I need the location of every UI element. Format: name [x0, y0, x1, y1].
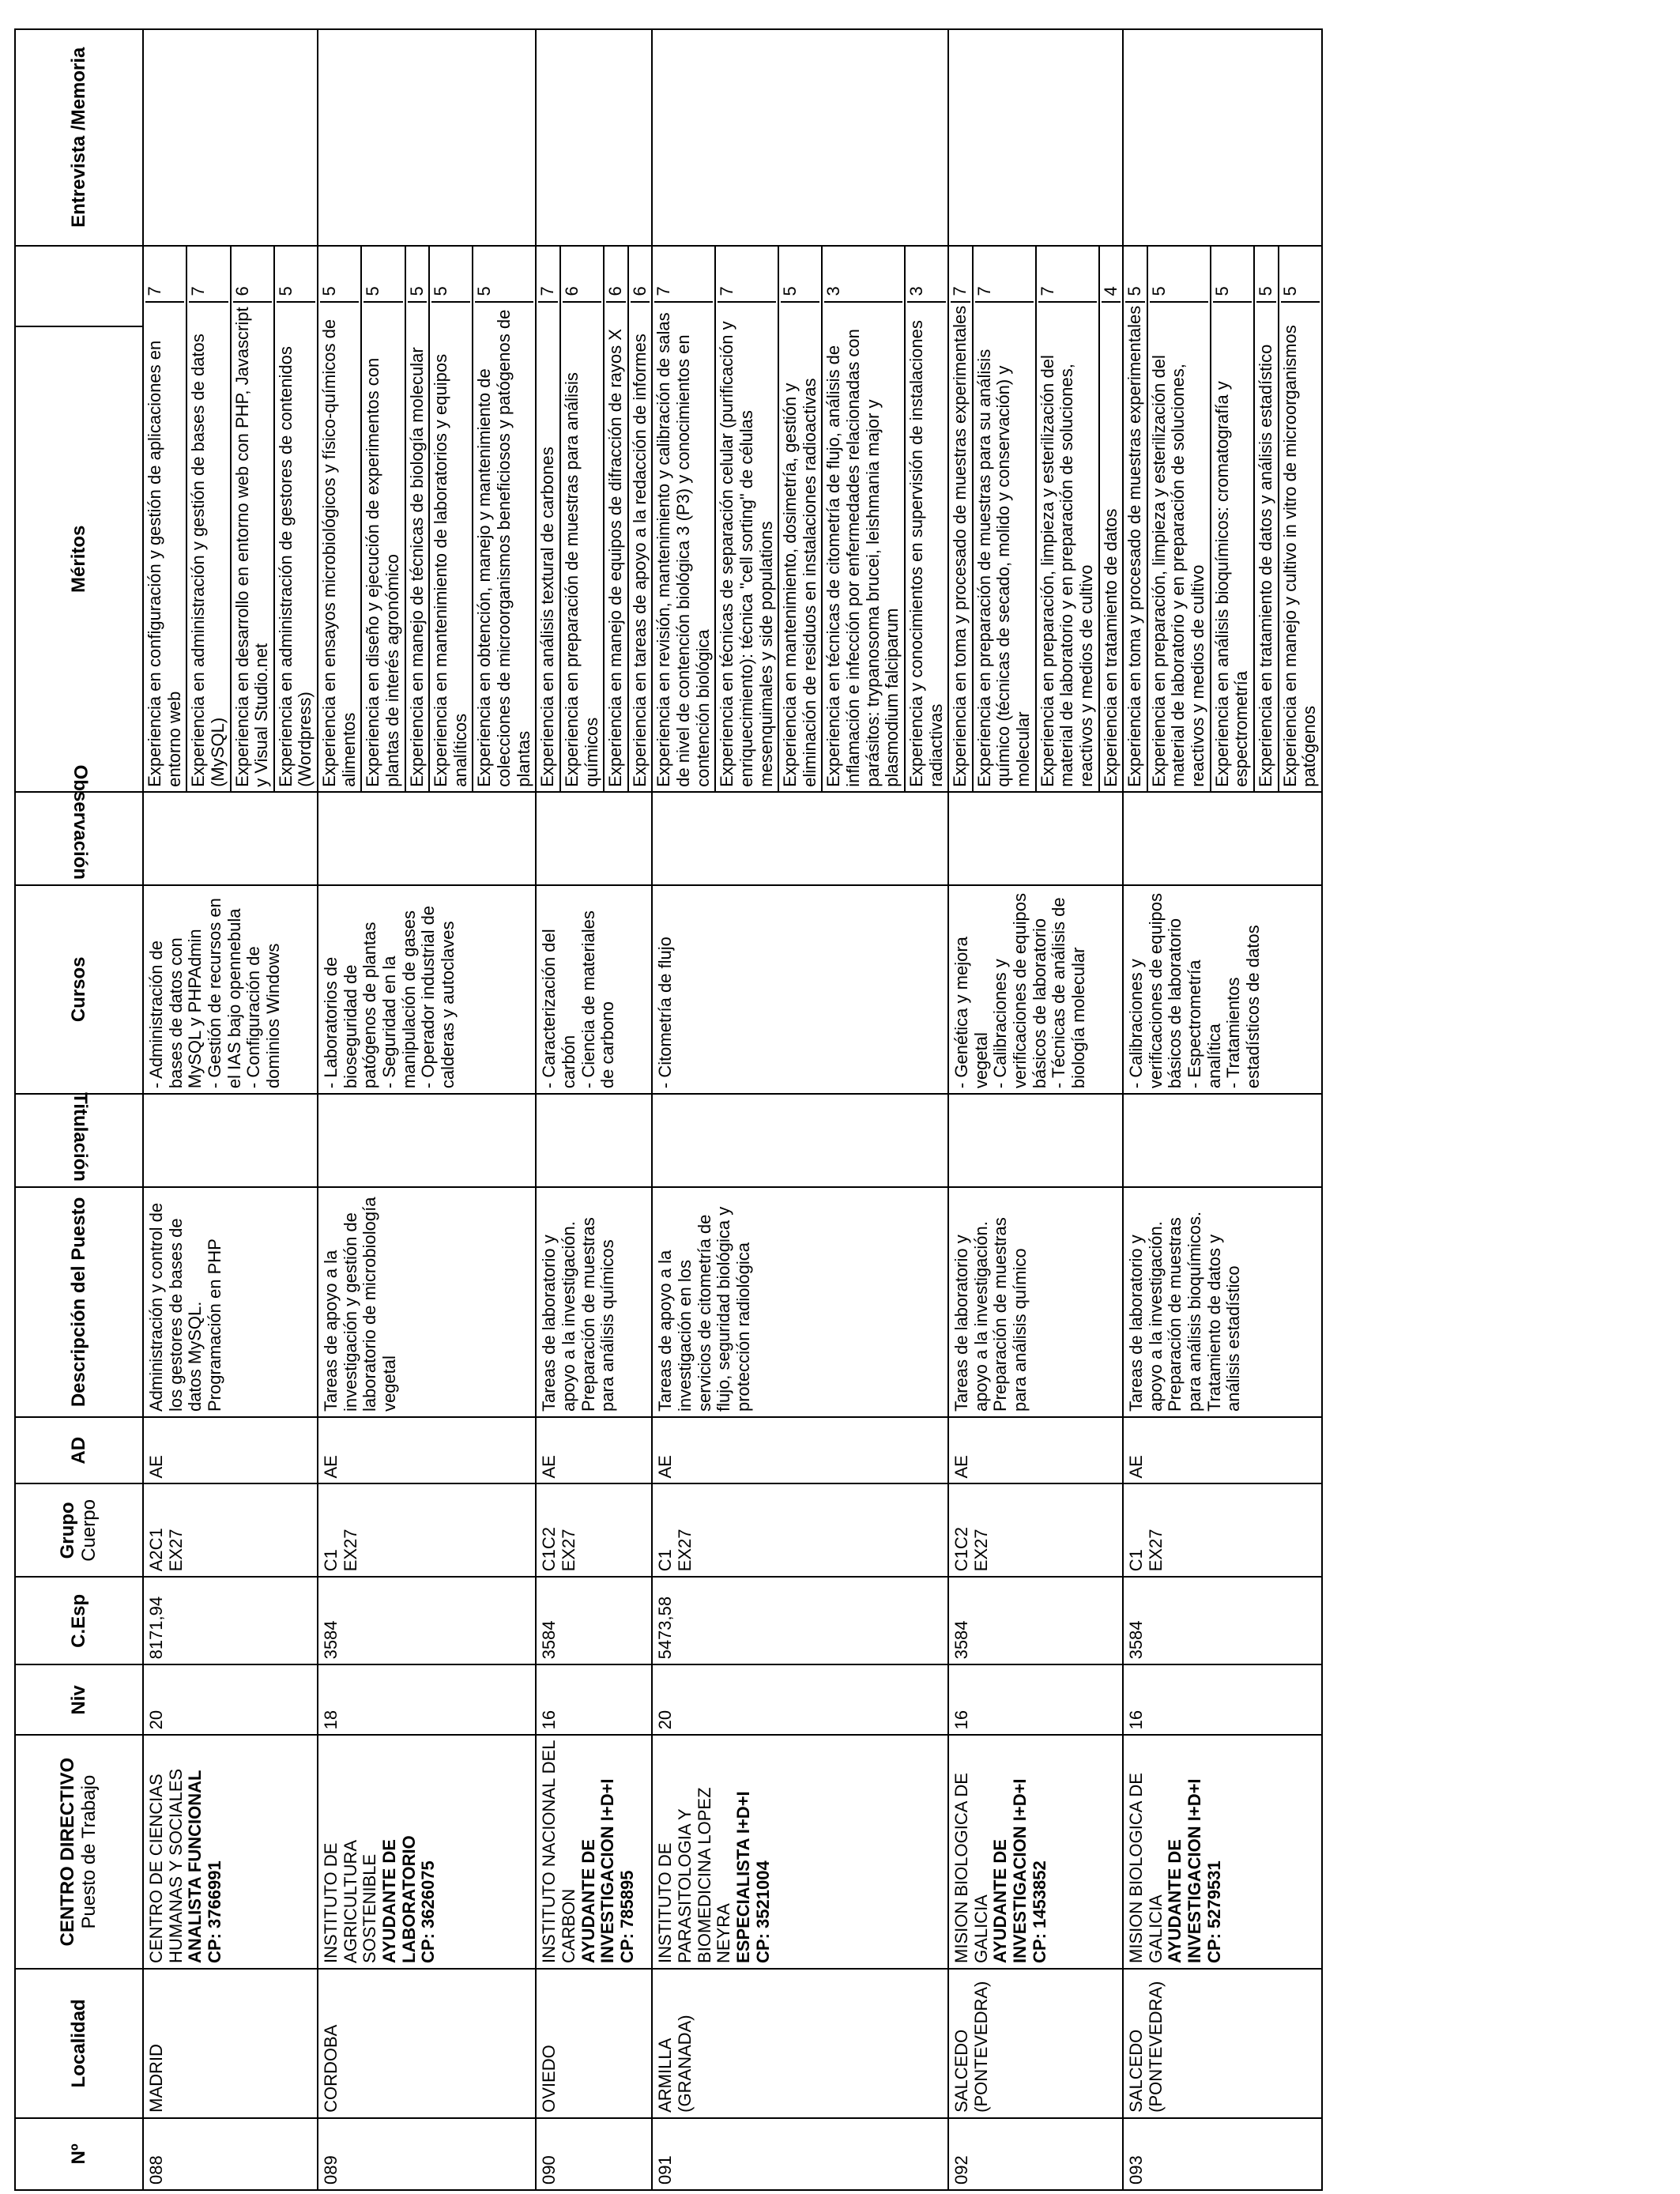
cell-titulacion: [1123, 1094, 1322, 1187]
merito-points: 5: [1256, 251, 1276, 303]
cell-num: 089: [318, 2118, 536, 2190]
cell-num: 093: [1123, 2118, 1322, 2190]
curso-item: - Laboratorios de bioseguridad de patógenos de plantas: [321, 922, 380, 1089]
cell-meritos: [143, 246, 318, 792]
merito-points: 4: [1102, 251, 1121, 303]
cell-titulacion: [652, 1094, 948, 1187]
merito-text: Experiencia en manejo de equipos de difracción de rayos X: [605, 329, 626, 787]
merito-text: Experiencia en tratamiento de datos: [1100, 508, 1121, 787]
table-row: [143, 29, 318, 2190]
merito-item: [906, 247, 947, 791]
merito-points: 7: [654, 251, 713, 303]
cell-grupo: [1123, 1484, 1322, 1578]
cell-niv: 20: [143, 1664, 318, 1735]
merito-text: Experiencia en toma y procesado de muestras experimentales: [1124, 305, 1145, 787]
meritos-list: [653, 247, 947, 791]
curso-item: - Tratamientos estadísticos de datos: [1223, 925, 1263, 1089]
cell-localidad: SALCEDO (PONTEVEDRA): [948, 1969, 1123, 2118]
merito-item: [561, 247, 605, 791]
merito-points: 5: [1281, 251, 1320, 303]
merito-points: 3: [907, 251, 946, 303]
merito-points: 7: [1038, 251, 1097, 303]
puesto-name: AYUDANTE DE INVESTIGACION I+D+I: [990, 1778, 1030, 1963]
merito-points: 5: [408, 251, 428, 303]
cp-code: CP: 5279531: [1203, 1860, 1224, 1963]
merito-text: Experiencia en mantenimiento, dosimetría, gestión y eliminación de residuos en instalaciones radioactivas: [780, 378, 819, 787]
table-row: [652, 29, 948, 2190]
centro-name: INSTITUTO DE AGRICULTURA SOSTENIBLE: [321, 1841, 380, 1963]
merito-text: Experiencia en ensayos microbiológicos y físico-químicos de alimentos: [319, 319, 359, 787]
curso-item: - Calibraciones y verificaciones de equipos básicos de laboratorio: [990, 893, 1049, 1089]
cell-num: 088: [143, 2118, 318, 2190]
meritos-list: [1124, 247, 1321, 791]
curso-item: - Técnicas de análisis de biología molecular: [1049, 897, 1088, 1089]
header-observacion: [15, 764, 143, 885]
merito-item: [1279, 247, 1321, 791]
merito-points: 6: [631, 251, 650, 303]
centro-name: MISION BIOLOGICA DE GALICIA: [951, 1773, 991, 1963]
header-grupo-title: Grupo: [57, 1502, 79, 1559]
curso-item: - Ciencia de materiales de carbono: [578, 910, 618, 1089]
puesto-name: AYUDANTE DE LABORATORIO: [379, 1835, 419, 1963]
merito-item: [1124, 247, 1148, 791]
header-grupo: [15, 1484, 143, 1578]
cuerpo-value: EX27: [1145, 1529, 1166, 1572]
cell-cesp: 3584: [318, 1577, 536, 1664]
merito-text: Experiencia en obtención, manejo y mantenimiento de colecciones de microorganismos beneficiosos y patógenos de plantas: [474, 309, 533, 787]
header-ad: AD: [15, 1417, 143, 1483]
cell-entrevista: [948, 29, 1123, 246]
cell-cursos: [1123, 885, 1322, 1095]
cell-cursos: [143, 885, 318, 1095]
cell-localidad: ARMILLA (GRANADA): [652, 1969, 948, 2118]
cell-meritos: [652, 246, 948, 792]
merito-item: [318, 247, 362, 791]
merito-text: Experiencia en preparación, limpieza y esterilización del material de laboratorio y en preparación de soluciones, reactivos y medios de cultivo: [1148, 355, 1207, 787]
merito-item: [1255, 247, 1279, 791]
job-positions-table: [14, 28, 1323, 2191]
grupo-value: C1: [1126, 1549, 1147, 1572]
cell-ad: AE: [318, 1417, 536, 1483]
meritos-list: [537, 247, 651, 791]
centro-name: INSTITUTO DE PARASITOLOGIA Y BIOMEDICINA LOPEZ NEYRA: [655, 1787, 734, 1963]
merito-points: 5: [1125, 251, 1145, 303]
header-cuerpo: Cuerpo: [78, 1499, 100, 1562]
grupo-value: C1: [321, 1549, 341, 1572]
merito-text: Experiencia en análisis bioquímicos: cromatografía y espectrometría: [1211, 381, 1252, 787]
header-entrevista: Entrevista /Memoria: [15, 29, 143, 246]
puesto-name: AYUDANTE DE INVESTIGACION I+D+I: [578, 1778, 618, 1963]
cell-cesp: 3584: [1123, 1577, 1322, 1664]
cell-entrevista: [318, 29, 536, 246]
grupo-value: C1C2: [539, 1527, 559, 1572]
cuerpo-value: EX27: [970, 1529, 991, 1572]
merito-text: Experiencia en toma y procesado de muestras experimentales: [950, 305, 970, 787]
curso-item: - Operador industrial de calderas y autoclaves: [418, 905, 458, 1089]
merito-text: Experiencia en técnicas de citometría de flujo, análisis de inflamación e infección por enfermedades relacionadas con parásitos: trypanosoma brucei, leishmania major y plasmodium falciparum: [823, 329, 902, 787]
cell-centro: [1123, 1735, 1322, 1969]
cell-niv: 18: [318, 1664, 536, 1735]
cell-centro: [652, 1735, 948, 1969]
merito-text: Experiencia en análisis textural de carbones: [537, 447, 558, 787]
header-meritos: Méritos: [15, 326, 143, 792]
merito-points: 6: [563, 251, 601, 303]
cell-localidad: MADRID: [143, 1969, 318, 2118]
puesto-name: AYUDANTE DE INVESTIGACION I+D+I: [1165, 1778, 1204, 1963]
merito-item: [430, 247, 473, 791]
merito-points: 7: [718, 251, 776, 303]
merito-text: Experiencia en revisión, mantenimiento y calibración de salas de nivel de contención biológica 3 (P3) y conocimientos en contención biológica: [654, 312, 713, 787]
curso-item: - Espectrometría analítica: [1185, 959, 1224, 1089]
merito-text: Experiencia en manejo de técnicas de biología molecular: [406, 347, 427, 787]
cell-meritos: [318, 246, 536, 792]
cell-num: 090: [536, 2118, 652, 2190]
merito-item: [823, 247, 906, 791]
cell-num: 092: [948, 2118, 1123, 2190]
cell-grupo: [318, 1484, 536, 1578]
cell-observacion: [652, 792, 948, 885]
cell-titulacion: [948, 1094, 1123, 1187]
curso-item: - Genética y mejora vegetal: [951, 937, 991, 1089]
cell-centro: [143, 1735, 318, 1969]
cell-descripcion: Tareas de laboratorio y apoyo a la investigación. Preparación de muestras para análisis bioquímicos. Tratamiento de datos y análisis estadístico: [1123, 1187, 1322, 1417]
merito-text: Experiencia en preparación de muestras para análisis químicos: [561, 372, 601, 787]
merito-points: 5: [277, 251, 315, 303]
cell-cesp: 8171,94: [143, 1577, 318, 1664]
merito-text: Experiencia en mantenimiento de laboratorios y equipos analíticos: [431, 353, 470, 787]
puesto-name: ANALISTA FUNCIONAL: [185, 1770, 205, 1963]
cp-code: CP: 3521004: [752, 1860, 773, 1963]
cell-num: 091: [652, 2118, 948, 2190]
merito-points: 7: [189, 251, 228, 303]
table-body: [143, 29, 1322, 2190]
header-row: [15, 29, 143, 2190]
cell-ad: AE: [948, 1417, 1123, 1483]
merito-item: [779, 247, 823, 791]
cell-cursos: [652, 885, 948, 1095]
merito-points: 5: [431, 251, 470, 303]
merito-item: [232, 247, 275, 791]
merito-item: [716, 247, 779, 791]
merito-points: 5: [1213, 251, 1252, 303]
header-titulacion: [15, 1091, 143, 1187]
cell-observacion: [318, 792, 536, 885]
merito-text: Experiencia en configuración y gestión de aplicaciones en entorno web: [145, 340, 184, 787]
cell-cursos: [318, 885, 536, 1095]
merito-text: Experiencia en tratamiento de datos y análisis estadístico: [1255, 344, 1275, 787]
merito-points: 5: [363, 251, 402, 303]
cell-niv: 16: [948, 1664, 1123, 1735]
cell-grupo: [536, 1484, 652, 1578]
merito-item: [1148, 247, 1211, 791]
header-niv: Niv: [15, 1664, 143, 1735]
header-merit-points: [15, 246, 143, 326]
cell-descripcion: Tareas de apoyo a la investigación en los servicios de citometría de flujo, seguridad biológica y protección radiológica: [652, 1187, 948, 1417]
curso-item: - Gestión de recursos en el IAS bajo opennebula: [204, 898, 244, 1089]
merito-item: [275, 247, 317, 791]
merito-item: [473, 247, 535, 791]
merito-points: 5: [475, 251, 533, 303]
merito-item: [629, 247, 652, 791]
centro-name: MISION BIOLOGICA DE GALICIA: [1126, 1773, 1166, 1963]
merito-text: Experiencia y conocimientos en supervisión de instalaciones radiactivas: [906, 320, 946, 787]
table-row: [948, 29, 1123, 2190]
merito-item: [653, 247, 716, 791]
cell-titulacion: [143, 1094, 318, 1187]
cell-centro: [318, 1735, 536, 1969]
merito-points: 7: [951, 251, 970, 303]
cell-observacion: [948, 792, 1123, 885]
cell-entrevista: [536, 29, 652, 246]
cell-grupo: [652, 1484, 948, 1578]
merito-item: [1211, 247, 1255, 791]
cell-niv: 16: [536, 1664, 652, 1735]
puesto-name: ESPECIALISTA I+D+I: [733, 1791, 753, 1963]
cell-niv: 20: [652, 1664, 948, 1735]
grupo-value: C1C2: [951, 1527, 972, 1572]
merito-points: 6: [233, 251, 272, 303]
cell-cursos: [536, 885, 652, 1095]
cell-cursos: [948, 885, 1123, 1095]
centro-name: CENTRO DE CIENCIAS HUMANAS Y SOCIALES: [146, 1768, 186, 1963]
merito-text: Experiencia en administración y gestión de bases de datos (MySQL): [188, 334, 228, 787]
merito-text: Experiencia en administración de gestores de contenidos (Wordpress): [275, 346, 315, 787]
table-row: [1123, 29, 1322, 2190]
cell-cesp: 3584: [536, 1577, 652, 1664]
cell-observacion: [143, 792, 318, 885]
merito-text: Experiencia en tareas de apoyo a la redacción de informes: [629, 334, 650, 787]
merito-points: 5: [781, 251, 819, 303]
table-row: [318, 29, 536, 2190]
cell-ad: AE: [536, 1417, 652, 1483]
merito-points: 7: [975, 251, 1034, 303]
meritos-list: [949, 247, 1122, 791]
cell-localidad: CORDOBA: [318, 1969, 536, 2118]
merito-item: [537, 247, 561, 791]
cell-ad: AE: [143, 1417, 318, 1483]
cell-ad: AE: [1123, 1417, 1322, 1483]
cell-ad: AE: [652, 1417, 948, 1483]
merito-points: 3: [824, 251, 902, 303]
cell-descripcion: Administración y control de los gestores de bases de datos MySQL. Programación en PHP: [143, 1187, 318, 1417]
cell-centro: [536, 1735, 652, 1969]
cell-entrevista: [143, 29, 318, 246]
header-puesto: Puesto de Trabajo: [78, 1774, 100, 1929]
merito-item: [949, 247, 974, 791]
merito-points: 7: [538, 251, 558, 303]
cell-cesp: 3584: [948, 1577, 1123, 1664]
merito-text: Experiencia en preparación de muestras para su análisis químico (técnicas de secado, molido y conservación) y molecular: [974, 349, 1033, 787]
meritos-list: [144, 247, 317, 791]
merito-text: Experiencia en técnicas de separación celular (purificación y enriquecimiento): técnica "cell sorting" de células mesenquimales y side populations: [717, 321, 776, 787]
cell-grupo: [948, 1484, 1123, 1578]
cell-cesp: 5473,58: [652, 1577, 948, 1664]
header-num: Nº: [15, 2118, 143, 2190]
header-cursos: Cursos: [15, 885, 143, 1095]
merito-item: [187, 247, 231, 791]
grupo-value: C1: [655, 1549, 676, 1572]
cuerpo-value: EX27: [675, 1529, 695, 1572]
curso-item: - Seguridad en la manipulación de gases: [379, 910, 419, 1089]
rotated-page: [8, 0, 1680, 2194]
curso-item: - Citometría de flujo: [655, 937, 676, 1089]
curso-item: - Configuración de dominios Windows: [243, 943, 283, 1089]
cp-code: CP: 3626075: [418, 1860, 439, 1963]
cell-localidad: OVIEDO: [536, 1969, 652, 2118]
cell-localidad: SALCEDO (PONTEVEDRA): [1123, 1969, 1322, 2118]
curso-item: - Administración de bases de datos con MySQL y PHPAdmin: [146, 929, 205, 1089]
cell-descripcion: Tareas de laboratorio y apoyo a la investigación. Preparación de muestras para análisis químicos: [536, 1187, 652, 1417]
merito-text: Experiencia en preparación, limpieza y esterilización del material de laboratorio y en preparación de soluciones, reactivos y medios de cultivo: [1037, 355, 1096, 787]
merito-item: [605, 247, 629, 791]
cell-grupo: [143, 1484, 318, 1578]
cell-descripcion: Tareas de laboratorio y apoyo a la investigación. Preparación de muestras para análisis químico: [948, 1187, 1123, 1417]
cell-entrevista: [652, 29, 948, 246]
grupo-value: A2C1: [146, 1528, 166, 1572]
meritos-list: [318, 247, 535, 791]
curso-item: - Caracterización del carbón: [539, 929, 578, 1089]
cell-titulacion: [318, 1094, 536, 1187]
merito-item: [1037, 247, 1100, 791]
cell-titulacion: [536, 1094, 652, 1187]
header-centro: [15, 1735, 143, 1969]
cuerpo-value: EX27: [558, 1529, 578, 1572]
merito-text: Experiencia en diseño y ejecución de experimentos con plantas de interés agronómico: [363, 357, 402, 787]
header-titulacion-label: Titulación: [69, 1091, 91, 1182]
header-descripcion: Descripción del Puesto: [15, 1187, 143, 1417]
merito-points: 5: [320, 251, 359, 303]
cell-meritos: [948, 246, 1123, 792]
centro-name: INSTITUTO NACIONAL DEL CARBON: [539, 1740, 578, 1963]
merito-text: Experiencia en manejo y cultivo in vitro de microorganismos patógenos: [1279, 325, 1320, 787]
merito-item: [1100, 247, 1123, 791]
cell-niv: 16: [1123, 1664, 1322, 1735]
merito-item: [974, 247, 1037, 791]
merito-item: [144, 247, 187, 791]
merito-points: 6: [606, 251, 626, 303]
merito-points: 7: [145, 251, 184, 303]
cell-meritos: [536, 246, 652, 792]
header-centro-title: CENTRO DIRECTIVO: [57, 1757, 79, 1947]
merito-text: Experiencia en desarrollo en entorno web con PHP, Javascript y Visual Studio.net: [232, 307, 272, 787]
cp-code: CP: 785895: [616, 1870, 637, 1963]
cp-code: CP: 1453852: [1029, 1860, 1049, 1963]
merito-item: [362, 247, 405, 791]
header-localidad: Localidad: [15, 1969, 143, 2118]
cell-observacion: [536, 792, 652, 885]
cell-centro: [948, 1735, 1123, 1969]
merito-points: 5: [1150, 251, 1208, 303]
cell-meritos: [1123, 246, 1322, 792]
merito-item: [406, 247, 431, 791]
cuerpo-value: EX27: [165, 1529, 186, 1572]
table-row: [536, 29, 652, 2190]
curso-item: - Calibraciones y verificaciones de equipos básicos de laboratorio: [1126, 893, 1185, 1089]
cell-descripcion: Tareas de apoyo a la investigación y gestión de laboratorio de microbiología vegetal: [318, 1187, 536, 1417]
header-observacion-label: Observación: [69, 764, 91, 880]
header-cesp: C.Esp: [15, 1577, 143, 1664]
cp-code: CP: 3766991: [204, 1860, 224, 1963]
cuerpo-value: EX27: [340, 1529, 360, 1572]
cell-observacion: [1123, 792, 1322, 885]
cell-entrevista: [1123, 29, 1322, 246]
